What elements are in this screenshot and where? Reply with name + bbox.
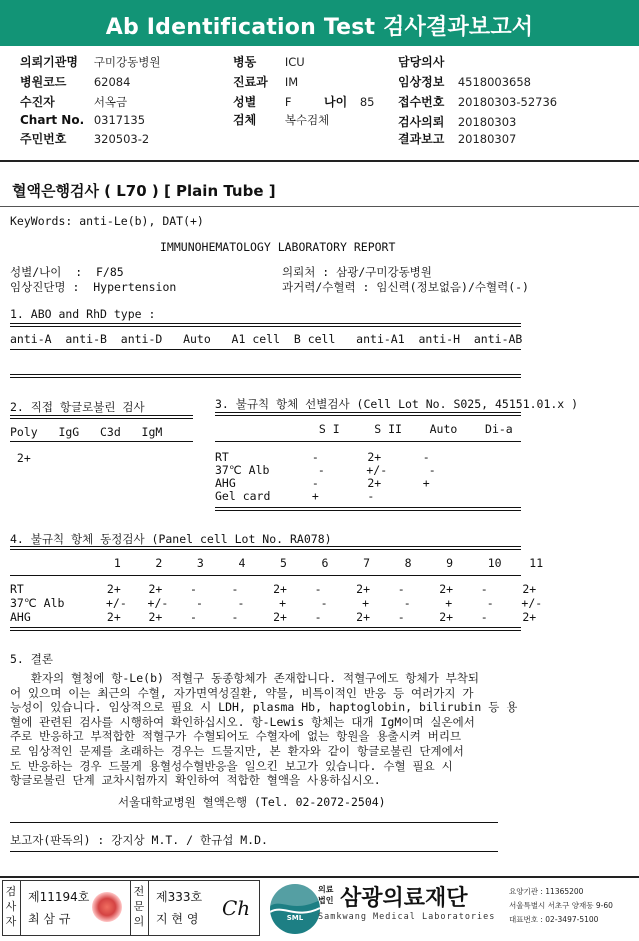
conclusion-line: 주로 반응하고 부적합한 적혈구가 수혈되어도 수혈자에 없는 항원을 용출시켜 버리므: [10, 729, 462, 744]
sec2-title: 2. 직접 항글로불린 검사: [10, 400, 145, 414]
box-divider: [20, 880, 21, 936]
reviewer-label: 전문의: [133, 885, 145, 928]
info-label: 의뢰기관명: [20, 55, 78, 69]
info-specimen: [233, 111, 329, 128]
screen-headers: S I S II Auto Di-a: [215, 422, 513, 436]
info-value: 복수검체: [284, 113, 330, 127]
contact-line: 요양기관 : 11365200: [509, 887, 584, 896]
hospital-line: 서울대학교병원 혈액은행 (Tel. 02-2072-2504): [118, 795, 386, 809]
info-label: 담당의사: [398, 55, 445, 69]
sec5-title: 5. 결론: [10, 652, 53, 666]
inspector-license: 제11194호: [28, 890, 90, 904]
divider: [0, 206, 639, 207]
screen-row: 37℃ Alb - +/- -: [215, 463, 436, 477]
info-value: 20180307: [457, 132, 517, 146]
divider: [0, 876, 639, 878]
logo-wave-icon: [270, 884, 320, 934]
info-label: 수진자: [20, 95, 55, 109]
single-rule: [215, 441, 521, 442]
info-age: [324, 93, 374, 110]
sec4-title: 4. 불규칙 항체 동정검사 (Panel cell Lot No. RA078): [10, 532, 332, 546]
lab-title: IMMUNOHEMATOLOGY LABORATORY REPORT: [160, 240, 396, 254]
conclusion-line: 로 임상적인 문제를 초래하는 경우는 드물지만, 본 환자와 같이 항글로불린 단계에서: [10, 744, 464, 758]
info-value: 구미강동병원: [93, 55, 161, 69]
inspector-label: 검사자: [5, 885, 17, 928]
contact-line: 대표번호 : 02-3497-5100: [509, 915, 599, 924]
reviewer-name: 지 현 영: [156, 912, 199, 926]
info-value: 320503-2: [93, 132, 150, 146]
sml-logo-icon: [270, 884, 320, 934]
info-label: 병동: [233, 55, 257, 69]
abo-headers: anti-A anti-B anti-D Auto A1 cell B cell anti-A1 anti-H anti-AB: [10, 332, 523, 346]
contact-line: 서울특별시 서초구 양재동 9-60: [509, 901, 613, 910]
page-title: Ab Identification Test 검사결과보고서: [105, 15, 534, 40]
reporter: 보고자(판독의) : 강지상 M.T. / 한규섭 M.D.: [10, 833, 268, 847]
double-rule: [10, 323, 521, 327]
info-resident-no: [20, 130, 149, 147]
double-rule: [215, 412, 521, 416]
info-value: 85: [359, 95, 375, 109]
info-report-date: [398, 130, 516, 147]
logo-text: SML: [286, 914, 304, 922]
info-physician: [398, 53, 454, 70]
info-value: 20180303: [457, 115, 517, 129]
sec3-title: 3. 불규칙 항체 선별검사 (Cell Lot No. S025, 45151.01.x ): [215, 397, 579, 411]
double-rule: [10, 546, 521, 550]
info-value: 0317135: [93, 113, 146, 127]
header-bar: [0, 0, 639, 46]
double-rule: [10, 415, 193, 419]
info-request-date: [398, 113, 516, 130]
info-label: 임상정보: [398, 75, 445, 89]
info-requester-org: [20, 53, 160, 70]
single-rule: [10, 441, 193, 442]
requester: 의뢰처 : 삼광/구미강동병원: [282, 265, 432, 279]
info-hospital-code: [20, 73, 130, 90]
info-label: 접수번호: [398, 95, 445, 109]
diagnosis: 임상진단명 : Hypertension: [10, 280, 177, 294]
single-rule: [10, 851, 498, 852]
sec1-title: 1. ABO and RhD type :: [10, 307, 156, 321]
panel-row: 37℃ Alb +/- +/- - - + - + - + - +/-: [10, 596, 543, 610]
screen-row: AHG - 2+ +: [215, 476, 430, 490]
screen-row: RT - 2+ -: [215, 450, 430, 464]
single-rule: [10, 575, 521, 576]
info-clinical: [398, 73, 531, 90]
info-label: 검체: [233, 113, 257, 127]
info-label: 나이: [324, 95, 348, 109]
info-value: 서옥금: [93, 95, 128, 109]
transfusion-history: 과거력/수혈력 : 임신력(정보없음)/수혈력(-): [282, 280, 529, 294]
info-label: 검사의뢰: [398, 115, 445, 129]
reviewer-signature: Ch: [222, 896, 251, 920]
conclusion-line: 환자의 혈청에 항-Le(b) 적혈구 동종항체가 존재합니다. 적혈구에도 항체가 부착되: [10, 671, 479, 685]
info-sex: [233, 93, 291, 110]
info-label: 성별: [233, 95, 257, 109]
screen-row: Gel card + -: [215, 489, 375, 503]
sex-age: 성별/나이 : F/85: [10, 265, 124, 279]
double-rule: [10, 374, 521, 378]
info-department: [233, 73, 298, 90]
dat-headers: Poly IgG C3d IgM: [10, 425, 163, 439]
info-label: 주민번호: [20, 132, 67, 146]
panel-headers: 1 2 3 4 5 6 7 8 9 10 11: [10, 556, 544, 570]
info-value: 4518003658: [457, 75, 531, 89]
panel-row: AHG 2+ 2+ - - 2+ - 2+ - 2+ - 2+: [10, 610, 537, 624]
info-receipt-no: [398, 93, 557, 110]
conclusion-line: 항글로불린 단계 교차시험까지 확인하여 적합한 혈액을 사용하십시오.: [10, 773, 381, 788]
dat-values: 2+: [10, 451, 31, 465]
box-divider: [130, 880, 131, 936]
double-rule: [10, 627, 521, 631]
divider: [0, 160, 639, 162]
official-seal: [92, 892, 122, 922]
info-label: 진료과: [233, 75, 268, 89]
info-value: F: [284, 95, 292, 109]
info-chart-no: [20, 113, 145, 127]
info-value: ICU: [284, 55, 305, 69]
brand-name: 삼광의료재단: [340, 886, 468, 911]
inspector-name: 최 삼 규: [28, 912, 71, 926]
info-label: Chart No.: [20, 113, 85, 127]
reviewer-license: 제333호: [156, 890, 203, 904]
single-rule: [10, 822, 498, 823]
info-value: IM: [284, 75, 299, 89]
conclusion-line: 혈에 관련된 검사를 시행하여 확인하십시오. 항-Lewis 항체는 대개 IgM이며 실온에서: [10, 714, 475, 729]
keywords: KeyWords: anti-Le(b), DAT(+): [10, 214, 204, 228]
conclusion-line: 능성이 있습니다. 임상적으로 필요 시 LDH, plasma Hb, haptoglobin, bilirubin 등 용: [10, 700, 518, 715]
conclusion-line: 어 있으며 이는 최근의 수혈, 자가면역성질환, 약물, 비특이적인 반응 등 여러가지 가: [10, 685, 474, 700]
report-title: 혈액은행검사 ( L70 ) [ Plain Tube ]: [12, 182, 276, 200]
info-patient-name: [20, 93, 127, 110]
conclusion-line: 도 반응하는 경우 드물게 용혈성수혈반응을 일으킨 보고가 있습니다. 수혈 필요 시: [10, 758, 453, 773]
info-label: 결과보고: [398, 132, 445, 146]
single-rule: [10, 349, 521, 350]
info-value: 62084: [93, 75, 131, 89]
box-divider: [148, 880, 149, 936]
info-label: 병원코드: [20, 75, 67, 89]
brand-prefix: 의료 법인: [318, 885, 334, 905]
info-ward: [233, 53, 305, 70]
info-value: 20180303-52736: [457, 95, 558, 109]
double-rule: [215, 507, 521, 511]
brand-subtitle: Samkwang Medical Laboratories: [318, 912, 496, 922]
panel-row: RT 2+ 2+ - - 2+ - 2+ - 2+ - 2+: [10, 582, 537, 596]
